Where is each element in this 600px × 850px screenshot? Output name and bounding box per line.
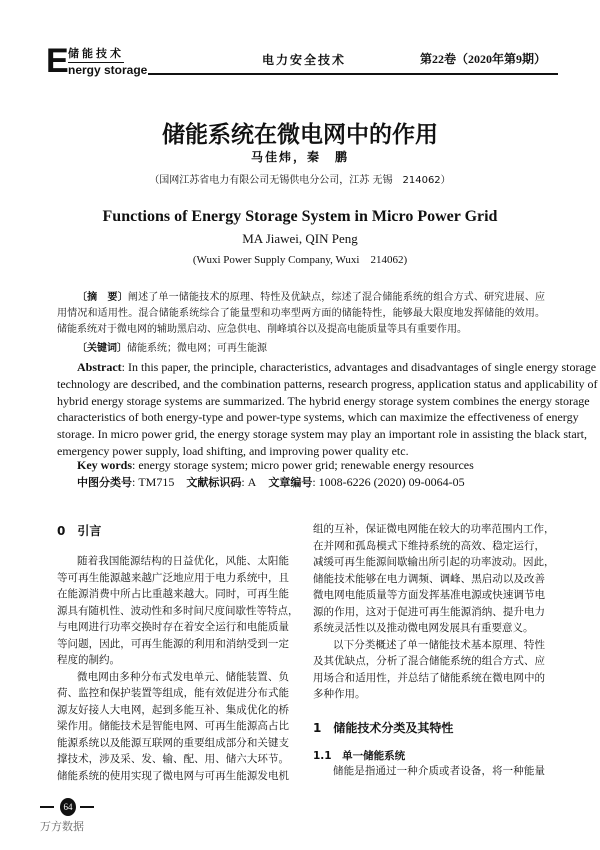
authors-cn: 马佳炜，秦 鹏 bbox=[250, 150, 349, 164]
text-line: 撑技术，涉及采、发、输、配、用、储六大环节。 bbox=[57, 753, 289, 765]
clc-label: 中图分类号 bbox=[77, 476, 132, 489]
section-heading: 0 引言 bbox=[57, 524, 102, 538]
keywords-cn-text: 储能系统；微电网；可再生能源 bbox=[127, 343, 267, 354]
paragraph bbox=[313, 521, 555, 637]
keywords-en-label: Key words bbox=[77, 458, 132, 472]
doc-code-value: : A bbox=[241, 475, 257, 489]
keywords-en-text: : energy storage system; micro power grid; renewable energy resources bbox=[132, 458, 474, 472]
left-column bbox=[57, 522, 299, 784]
text-line: 源友好接人大电网，起到多能互补、集成优化的桥 bbox=[57, 703, 289, 716]
page-number-rule bbox=[40, 806, 54, 808]
abstract-cn-label: 〔摘 要〕 bbox=[77, 292, 128, 303]
text-line: 在并网和孤岛模式下维持系统的高效、稳定运行， bbox=[313, 539, 545, 552]
classification-info bbox=[77, 474, 465, 490]
text-line: 系统灵活性以及推动微电网发展具有重要意义。 bbox=[313, 622, 534, 634]
article-number-label: 文章编号 bbox=[268, 476, 313, 489]
keywords-cn bbox=[57, 339, 565, 354]
abstract-cn-line: 用情况和适用性。混合储能系统综合了能量型和功率型两方面的储能特性，能够最大限度地发挥储能的效用。 bbox=[57, 308, 545, 319]
authors-en: MA Jiawei, QIN Peng bbox=[242, 231, 358, 246]
text-line: 等问题，因此，可再生能源的利用和消纳受到一定 bbox=[57, 637, 289, 650]
text-line: 等可再生能源越来越广泛地应用于电力系统中，且 bbox=[57, 571, 289, 584]
text-line: 随着我国能源结构的日益优化，风能、太阳能 bbox=[77, 555, 289, 567]
affiliation-en: (Wuxi Power Supply Company, Wuxi 214062) bbox=[192, 254, 408, 266]
watermark: 万方数据 bbox=[40, 820, 84, 833]
paragraph bbox=[313, 637, 545, 703]
text-line: 源的作用，这对于促进可再生能源消纳、提升电力 bbox=[313, 605, 545, 618]
abstract-en-line: emergency power supply, load shifting, and improving power quality etc. bbox=[57, 443, 409, 458]
abstract-cn-line: 储能系统对于微电网的辅助黑启动、应急供电、削峰填谷以及提高电能质量等具有重要作用。 bbox=[57, 324, 467, 335]
paper-title-cn: 储能系统在微电网中的作用 bbox=[162, 122, 438, 148]
text-line: 储能是指通过一种介质或者设备，将一种能量 bbox=[333, 764, 545, 777]
page-number-rule bbox=[80, 806, 94, 808]
keywords-en bbox=[77, 458, 474, 473]
subsection-heading: 1.1 单一储能系统 bbox=[313, 749, 406, 762]
text-line: 储能技术能够在电力调频、调峰、黑启动以及改善 bbox=[313, 572, 545, 585]
text-line: 及其优缺点，分析了混合储能系统的组合方式、应 bbox=[313, 655, 545, 667]
abstract-en-line: : In this paper, the principle, characteristics, advantages and disadvantages of single energy storage bbox=[121, 360, 597, 374]
text-line: 在能源消费中所占比重越来越大。同时，可再生能 bbox=[57, 588, 289, 600]
journal-logo-letter: E bbox=[46, 42, 69, 80]
issue-info: 第22卷（2020年第9期） bbox=[420, 52, 547, 66]
doc-code-label: 文献标识码 bbox=[186, 476, 242, 489]
text-line: 组的互补，保证微电网能在较大的功率范围内工作， bbox=[313, 523, 555, 535]
text-line: 荷、监控和保护装置等组成，能有效促进分布式能 bbox=[57, 687, 289, 699]
text-line: 微电网由多种分布式发电单元、储能装置、负 bbox=[77, 670, 289, 683]
section-heading: 1 储能技术分类及其特性 bbox=[313, 720, 454, 735]
text-line: 减缓可再生能源间歇输出所引起的功率波动。因此， bbox=[313, 556, 555, 568]
text-line: 梁作用。储能技术是智能电网、可再生能源高占比 bbox=[57, 720, 289, 732]
text-line: 储能系统的使用实现了微电网与可再生能源发电机 bbox=[57, 769, 289, 782]
clc-value: : TM715 bbox=[132, 475, 175, 489]
text-line: 微电网电能质量等方面发挥基准电源或快速调节电 bbox=[313, 589, 545, 601]
journal-name: 电力安全技术 bbox=[262, 53, 347, 67]
abstract-en-label: Abstract bbox=[77, 360, 122, 374]
text-line: 能源系统以及能源互联网的重要组成部分和关键支 bbox=[57, 736, 289, 749]
abstract-en-line: storage. In micro power grid, the energy storage system may play an important role in assisting the black start, bbox=[57, 427, 587, 442]
page-number: 64 bbox=[60, 798, 76, 816]
paragraph bbox=[57, 553, 299, 669]
journal-logo-en: nergy storage bbox=[68, 63, 148, 77]
paper-title-en: Functions of Energy Storage System in Micro Power Grid bbox=[102, 208, 498, 225]
paragraph bbox=[57, 669, 289, 785]
article-number-value: : 1008-6226 (2020) 09-0064-05 bbox=[312, 475, 465, 489]
text-line: 程度的制约。 bbox=[57, 654, 120, 666]
affiliation-cn: （国网江苏省电力有限公司无锡供电分公司，江苏 无锡 214062） bbox=[149, 175, 451, 186]
page-number-badge bbox=[40, 798, 94, 816]
journal-logo-cn: 储能技术 bbox=[68, 45, 124, 63]
abstract-en-line: technology are described, and the combination patterns, research progress, application status and applicability of bbox=[57, 376, 598, 391]
text-line: 与电网进行功率交换时存在着安全运行和电能质量 bbox=[57, 621, 289, 633]
text-line: 用场合和适用性，并总结了储能系统在微电网中的 bbox=[313, 671, 545, 684]
abstract-cn-line: 阐述了单一储能技术的原理、特性及优缺点，综述了混合储能系统的组合方式、研究进展、应 bbox=[127, 292, 546, 303]
text-line: 以下分类概述了单一储能技术基本原理、特性 bbox=[333, 638, 545, 651]
abstract-en-line: characteristics of both energy-type and power-type systems, which can maximize the effectiveness of energy bbox=[57, 410, 579, 425]
keywords-cn-label: 〔关键词〕 bbox=[77, 343, 127, 354]
text-line: 多种作用。 bbox=[313, 688, 366, 700]
right-column bbox=[313, 521, 555, 779]
abstract-en bbox=[57, 359, 598, 460]
header-rule bbox=[148, 73, 558, 75]
abstract-cn bbox=[57, 290, 545, 338]
text-line: 源具有随机性、波动性和多时间尺度间歇性等特点， bbox=[57, 604, 299, 617]
abstract-en-line: hybrid energy storage systems are summarized. The hybrid energy storage system combines the energy storage bbox=[57, 393, 590, 408]
